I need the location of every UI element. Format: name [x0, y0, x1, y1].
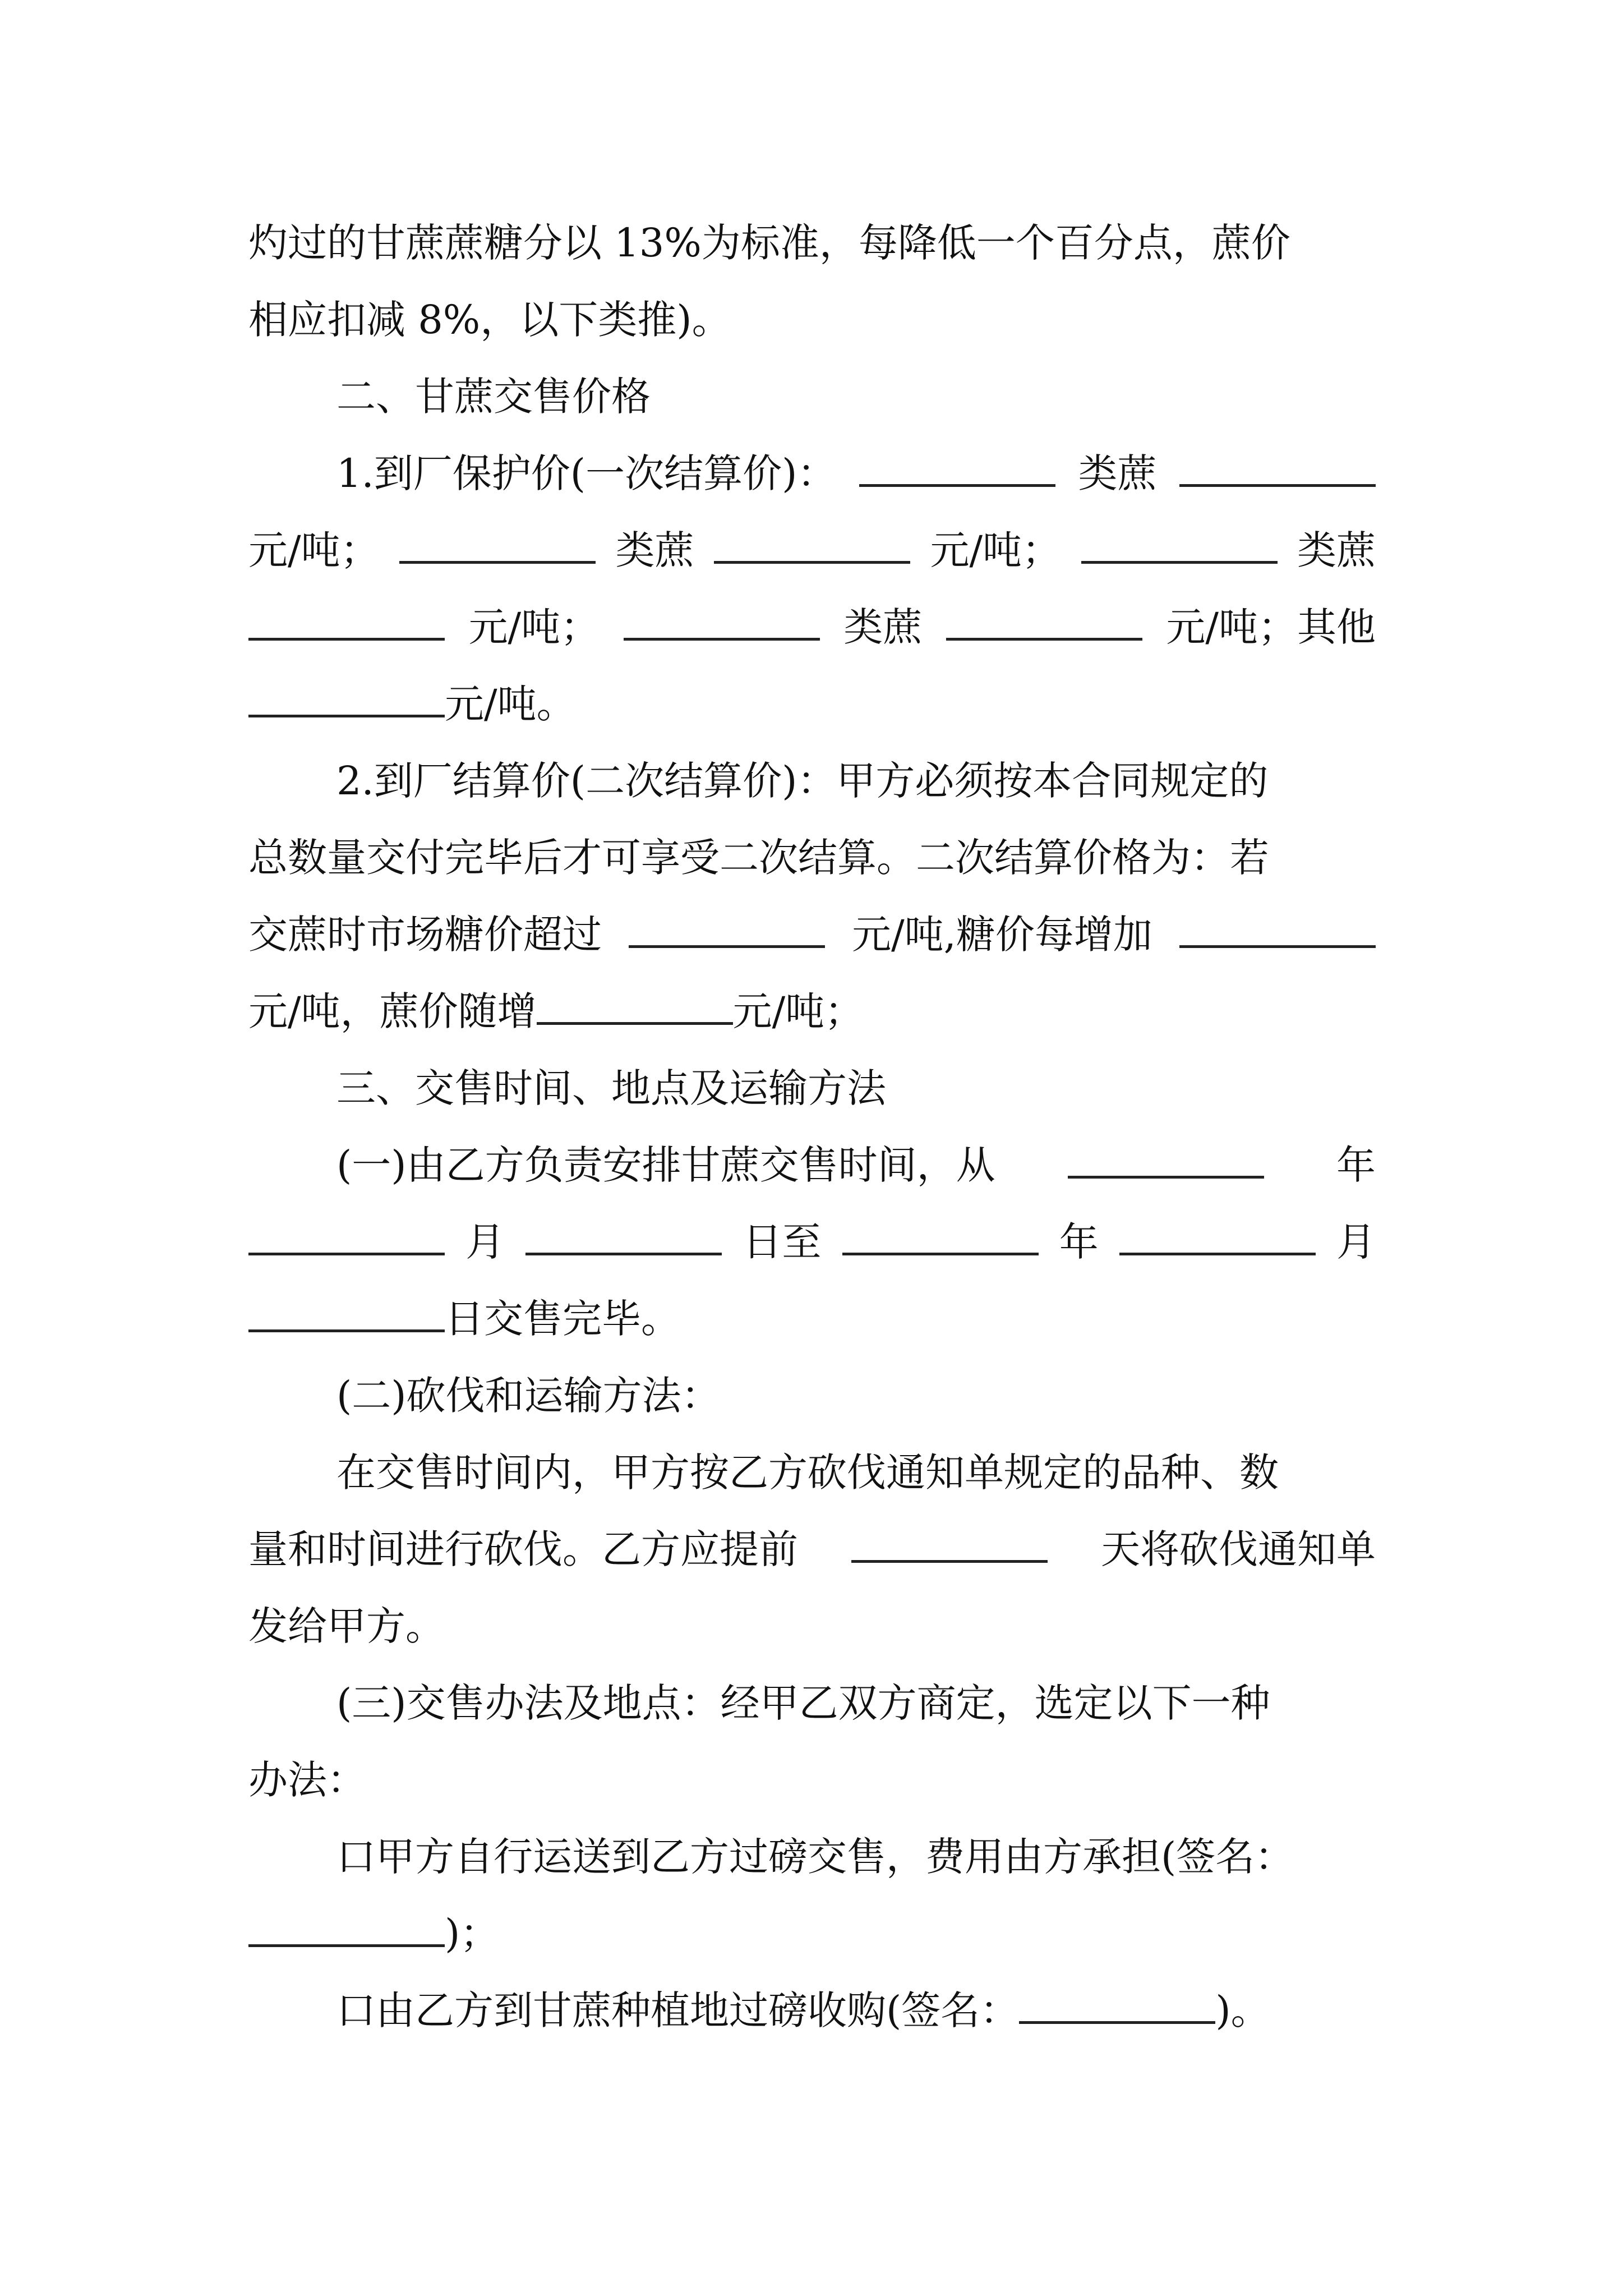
text-segment: 元/吨。: [445, 681, 576, 727]
text-segment: 天将砍伐通知单: [1101, 1526, 1376, 1572]
paragraph-line: [248, 596, 1376, 658]
fill-in-blank[interactable]: [1081, 558, 1278, 564]
option-line: [336, 1980, 1376, 2041]
paragraph-line: [248, 1288, 1376, 1350]
fill-in-blank[interactable]: [1068, 1172, 1264, 1179]
text-segment: 月: [465, 1219, 505, 1265]
fill-in-blank[interactable]: [1179, 481, 1376, 487]
paragraph-line: [248, 1211, 1376, 1273]
text-segment: 口由乙方到甘蔗种植地过磅收购(签名：: [336, 1987, 1020, 2033]
paragraph-line: [248, 212, 1376, 274]
text-segment: )。: [1215, 1987, 1270, 2033]
paragraph-line: [248, 673, 1376, 735]
text-segment: 相应扣减 8%，以下类推)。: [248, 297, 731, 343]
fill-in-blank[interactable]: [851, 1557, 1048, 1563]
paragraph-line: [248, 519, 1376, 581]
signature-blank[interactable]: [1019, 2018, 1215, 2024]
text-segment: 在交售时间内，甲方按乙方砍伐通知单规定的品种、数: [336, 1450, 1279, 1496]
text-segment: 1.到厂保护价(一次结算价)：: [336, 450, 837, 496]
paragraph-line: [336, 1134, 1376, 1196]
fill-in-blank[interactable]: [248, 634, 445, 641]
section-heading-text: 二、甘蔗交售价格: [336, 374, 651, 420]
paragraph-line: [248, 1595, 1376, 1657]
text-segment: 2.到厂结算价(二次结算价)：甲方必须按本合同规定的: [336, 758, 1269, 804]
fill-in-blank[interactable]: [842, 1249, 1039, 1255]
text-segment: 总数量交付完毕后才可享受二次结算。二次结算价格为：若: [248, 835, 1269, 881]
fill-in-blank[interactable]: [399, 558, 596, 564]
paragraph-line: [248, 1749, 1376, 1811]
fill-in-blank[interactable]: [624, 634, 820, 641]
text-segment: 灼过的甘蔗蔗糖分以 13%为标准，每降低一个百分点，蔗价: [248, 220, 1290, 266]
fill-in-blank[interactable]: [537, 1019, 733, 1025]
fill-in-blank[interactable]: [248, 711, 445, 717]
signature-blank[interactable]: [248, 1941, 445, 1947]
text-segment: )；: [445, 1911, 500, 1957]
text-segment: 量和时间进行砍伐。乙方应提前: [248, 1526, 798, 1572]
text-segment: 元/吨；: [468, 604, 600, 650]
paragraph-line: [336, 443, 1376, 504]
text-segment: (一)由乙方负责安排甘蔗交售时间，从: [336, 1142, 995, 1188]
paragraph-line: [248, 981, 1376, 1042]
text-segment: 元/吨；: [248, 527, 380, 573]
subsection-heading-text: (二)砍伐和运输方法：: [336, 1373, 721, 1419]
text-segment: (三)交售办法及地点：经甲乙双方商定，选定以下一种: [336, 1680, 1270, 1726]
section-heading-text: 三、交售时间、地点及运输方法: [336, 1065, 886, 1111]
paragraph-line: [248, 904, 1376, 965]
text-segment: 年: [1336, 1142, 1376, 1188]
subsection-heading: [336, 1365, 1376, 1427]
paragraph-line: [248, 827, 1376, 889]
fill-in-blank[interactable]: [1119, 1249, 1316, 1255]
text-segment: 发给甲方。: [248, 1603, 445, 1649]
text-segment: 元/吨,糖价每增加: [852, 912, 1152, 958]
fill-in-blank[interactable]: [525, 1249, 722, 1255]
text-segment: 元/吨；: [930, 527, 1062, 573]
text-segment: 元/吨，蔗价随增: [248, 988, 537, 1034]
text-segment: 办法：: [248, 1757, 366, 1803]
paragraph-line: [248, 1519, 1376, 1580]
fill-in-blank[interactable]: [629, 942, 825, 948]
text-segment: 月: [1336, 1219, 1376, 1265]
text-segment: 元/吨；: [732, 988, 864, 1034]
text-segment: 交蔗时市场糖价超过: [248, 912, 602, 958]
fill-in-blank[interactable]: [248, 1326, 445, 1332]
fill-in-blank[interactable]: [248, 1249, 445, 1255]
text-segment: 类蔗: [1297, 527, 1376, 573]
fill-in-blank[interactable]: [1179, 942, 1376, 948]
paragraph-line: [336, 750, 1376, 812]
text-segment: 日至: [743, 1219, 822, 1265]
text-segment: 日交售完毕。: [445, 1296, 680, 1342]
paragraph-line: [336, 1672, 1376, 1734]
option-line: [336, 1826, 1376, 1888]
fill-in-blank[interactable]: [946, 634, 1142, 641]
text-segment: 类蔗: [843, 604, 923, 650]
text-segment: 元/吨；其他: [1166, 604, 1376, 650]
paragraph-line: [248, 1903, 1376, 1964]
text-segment: 类蔗: [1078, 450, 1157, 496]
paragraph-line: [248, 289, 1376, 351]
text-segment: 口甲方自行运送到乙方过磅交售，费用由方承担(签名：: [336, 1834, 1294, 1880]
text-segment: 类蔗: [615, 527, 694, 573]
section-heading: [336, 1057, 1376, 1119]
text-segment: 年: [1059, 1219, 1099, 1265]
fill-in-blank[interactable]: [714, 558, 910, 564]
section-heading: [336, 366, 1376, 427]
paragraph-line: [336, 1442, 1376, 1503]
fill-in-blank[interactable]: [859, 481, 1055, 487]
